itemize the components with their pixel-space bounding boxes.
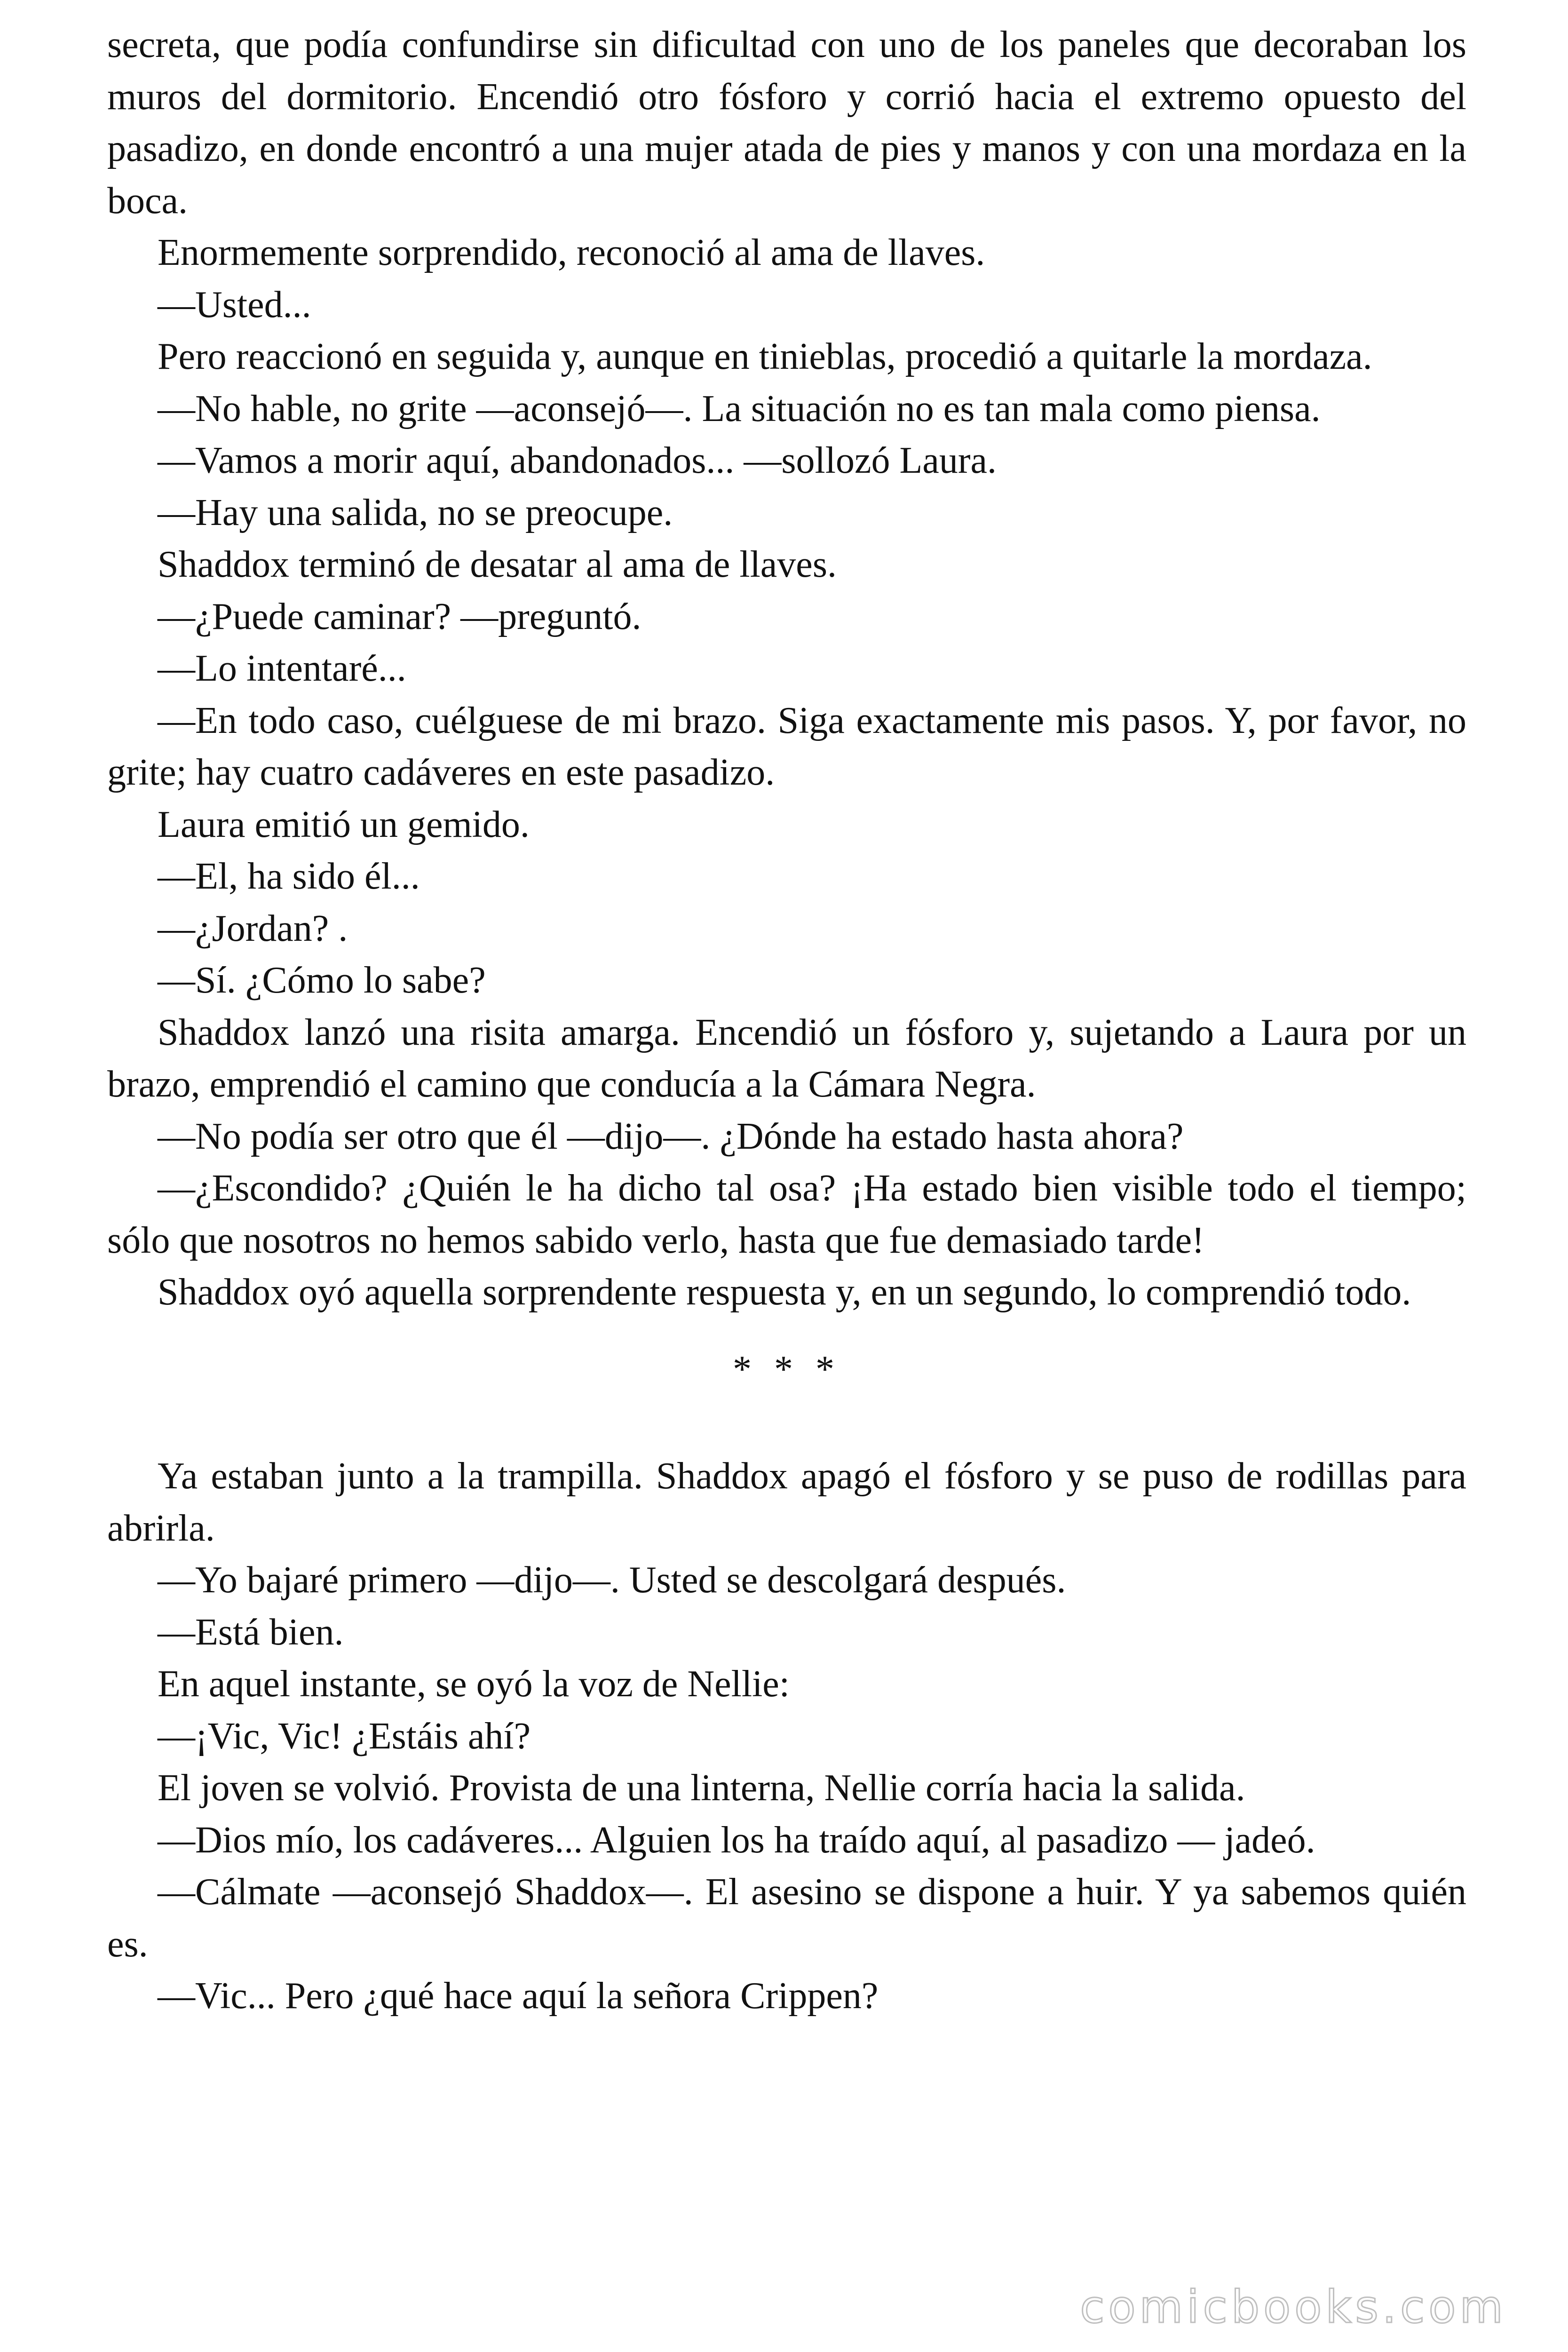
paragraph: Ya estaban junto a la trampilla. Shaddox apagó el fósforo y se puso de rodillas para abrirla.: [107, 1455, 1466, 1549]
paragraph: Enormemente sorprendido, reconoció al ama de llaves.: [158, 232, 985, 273]
section-separator: * * *: [733, 1348, 841, 1390]
paragraph: —No hable, no grite —aconsejó—. La situación no es tan mala como piensa.: [158, 388, 1321, 429]
paragraph: Pero reaccionó en seguida y, aunque en tinieblas, procedió a quitarle la mordaza.: [158, 336, 1372, 377]
paragraph: El joven se volvió. Provista de una linterna, Nellie corría hacia la salida.: [158, 1767, 1245, 1809]
watermark: comicbooks.com: [1080, 2281, 1507, 2333]
paragraph: Shaddox lanzó una risita amarga. Encendió un fósforo y, sujetando a Laura por un brazo, emprendió el camino que conducía a la Cámara Negra.: [107, 1011, 1466, 1105]
paragraph: —En todo caso, cuélguese de mi brazo. Siga exactamente mis pasos. Y, por favor, no grite; hay cuatro cadáveres en este pasadizo.: [107, 699, 1466, 793]
paragraph: Shaddox oyó aquella sorprendente respuesta y, en un segundo, lo comprendió todo.: [158, 1271, 1411, 1313]
paragraph: —Vamos a morir aquí, abandonados... —sollozó Laura.: [158, 440, 997, 481]
paragraph: —Está bien.: [158, 1611, 344, 1653]
paragraph: —¿Puede caminar? —preguntó.: [158, 596, 641, 637]
paragraph: —Hay una salida, no se preocupe.: [158, 492, 673, 533]
paragraph: Laura emitió un gemido.: [158, 803, 530, 845]
paragraph: —El, ha sido él...: [158, 856, 420, 897]
paragraph: —¡Vic, Vic! ¿Estáis ahí?: [158, 1715, 531, 1757]
paragraph: —Sí. ¿Cómo lo sabe?: [158, 960, 486, 1001]
paragraph: —Lo intentaré...: [158, 648, 406, 689]
paragraph: —Vic... Pero ¿qué hace aquí la señora Crippen?: [158, 1975, 879, 2017]
paragraph: —Yo bajaré primero —dijo—. Usted se descolgará después.: [158, 1559, 1066, 1601]
paragraph: —No podía ser otro que él —dijo—. ¿Dónde ha estado hasta ahora?: [158, 1115, 1184, 1157]
paragraph: secreta, que podía confundirse sin dificultad con uno de los paneles que decoraban los muros del dormitorio. Encendió otro fósforo y corrió hacia el extremo opuesto del pasadizo, en donde encontró a una mujer atada de pies y manos y con una mordaza en la boca.: [107, 24, 1466, 222]
page-text: [107, 19, 1466, 2022]
paragraph: En aquel instante, se oyó la voz de Nellie:: [158, 1663, 790, 1705]
paragraph: —Usted...: [158, 284, 311, 326]
paragraph: —Cálmate —aconsejó Shaddox—. El asesino se dispone a huir. Y ya sabemos quién es.: [107, 1871, 1466, 1965]
paragraph: —¿Escondido? ¿Quién le ha dicho tal osa? ¡Ha estado bien visible todo el tiempo; sólo que nosotros no hemos sabido verlo, hasta que fue demasiado tarde!: [107, 1168, 1466, 1261]
paragraph: —Dios mío, los cadáveres... Alguien los ha traído aquí, al pasadizo — jadeó.: [158, 1819, 1315, 1861]
paragraph: —¿Jordan? .: [158, 907, 348, 949]
paragraph: Shaddox terminó de desatar al ama de llaves.: [158, 544, 837, 585]
